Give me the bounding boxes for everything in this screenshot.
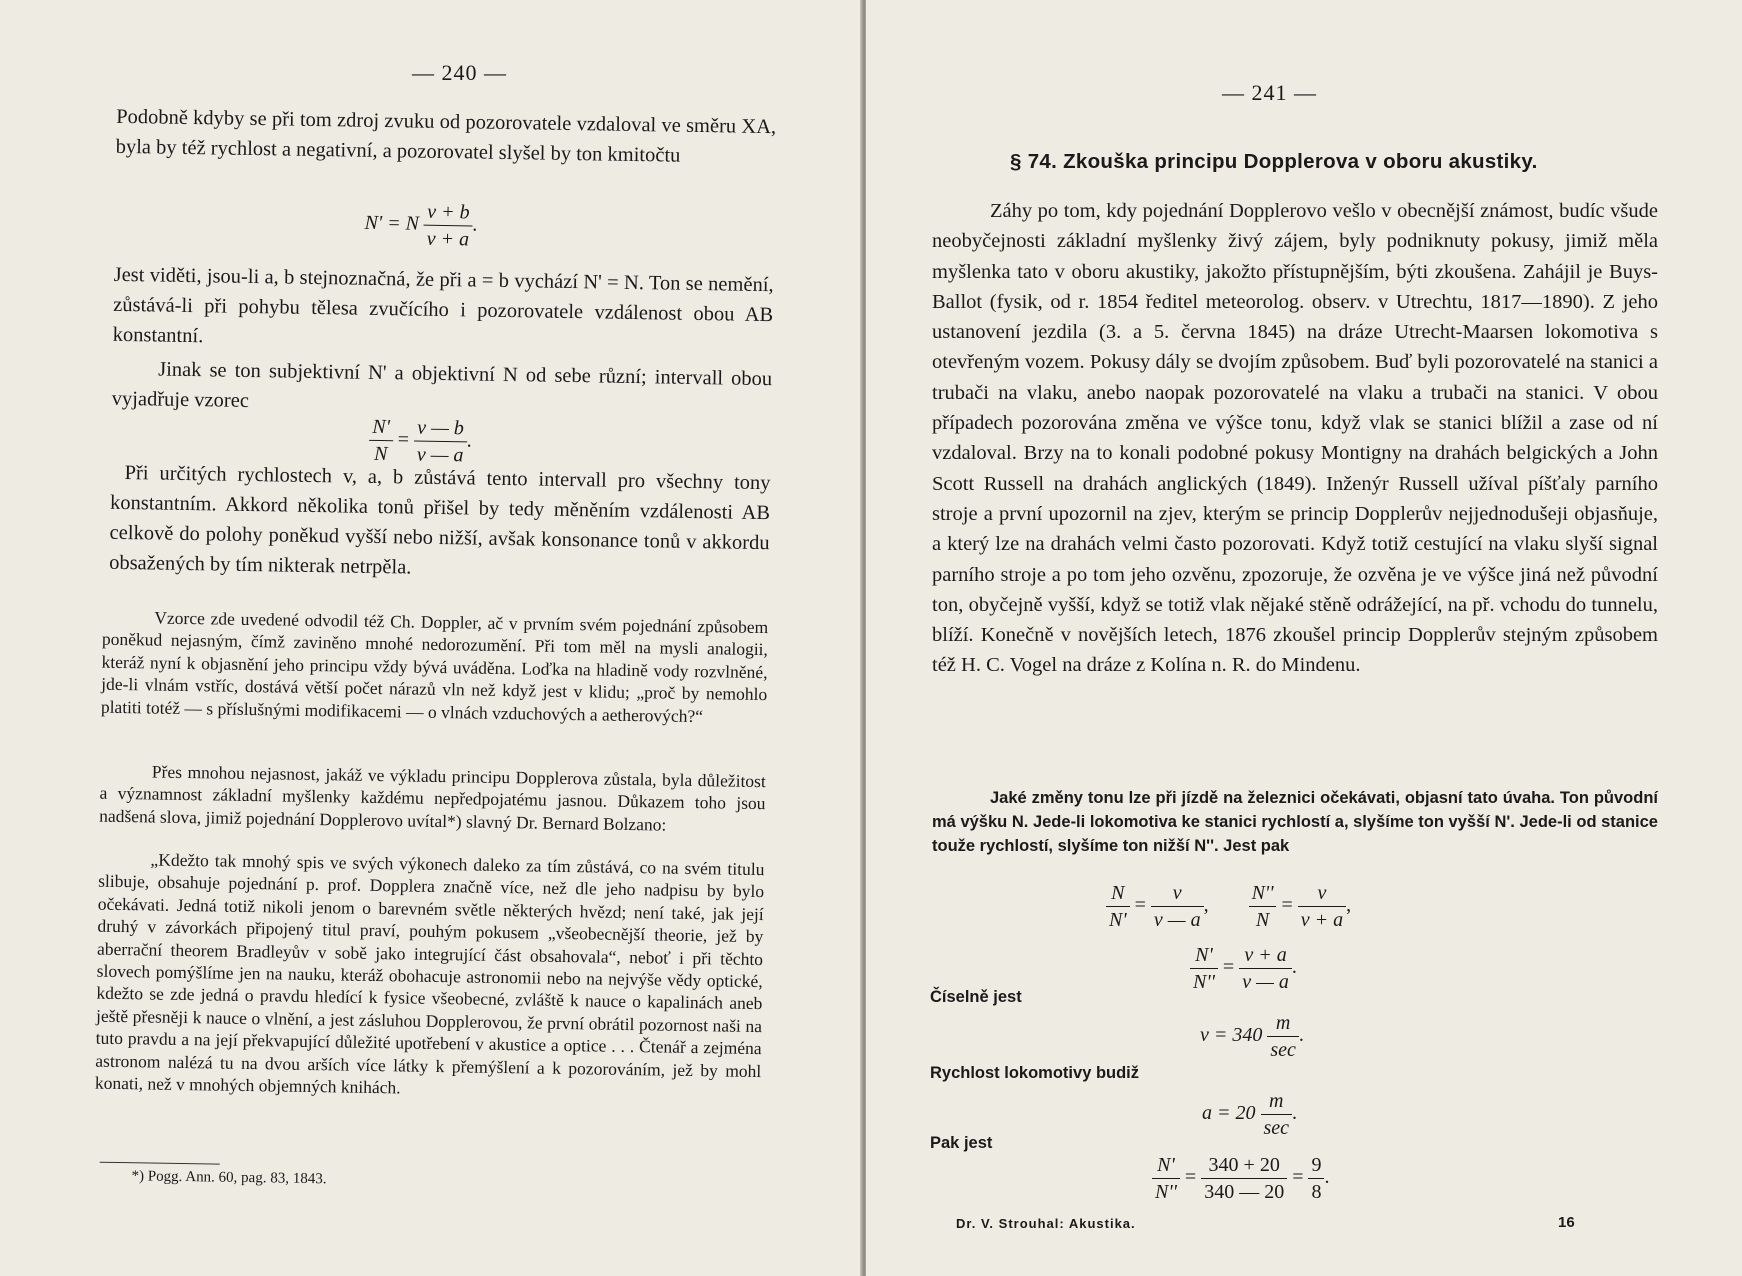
eq2-num2: v — b [417,416,465,440]
eqC-end: . [1298,1024,1304,1047]
eq1-numerator: v + b [427,200,470,224]
eqE-den1: N'' [1155,1181,1177,1203]
page-number-right: — 241 — [1222,80,1317,105]
label-pak: Pak jest [930,1134,993,1152]
equation-ratio-n: $\frac{N'}{N''}$ = $\frac{v + a}{v — a}$ . [1190,942,1297,995]
eqE-num3: 9 [1308,1152,1324,1179]
eqB-end: . [1291,956,1297,979]
eqA-num4: v [1317,882,1327,904]
eqB-num1: N' [1195,944,1213,966]
eqD-num: m [1269,1090,1284,1112]
eqE-den3: 8 [1311,1181,1322,1203]
left-page [0,0,862,1276]
eq2-den2: v — a [416,443,464,467]
equation-doppler-1 [364,198,478,253]
footnote: *) Pogg. Ann. 60, pag. 83, 1843. [131,1168,327,1188]
eq2-fraction-right [414,415,467,469]
eq1-lhs: N' = N [364,211,420,235]
eqA-num1: N [1111,882,1125,904]
left-small-paragraph-quote: „Kdežto tak mnohý spis ve svých výkonech daleko za tím zůstává, co na svém titulu slibuje, obsahuje pojednání p. prof. Dopplera značně více, než dle jeho nadpisu by bylo očekávati. Jedná totiž nikoli jenom o barevném světle některých hvězd; není také, jak její druhý v závorkách připojený titul praví, pouhým pokusem „všeobecnější theorie, jež by aberrační theorem Bradleyův v sobě jako integrující část obsahovala“, neboť i při těchto slovech pomýšlíme jen na nauku, kteráž obohacuje astronomii nebo na nejvýše vědy optické, kdežto se zde jedná o pravdu hledící k fysice všeobecné, zvláště k nauce o kapalinách aneb ještě přesněji k nauce o vlnění, a jest zásluhou Dopplerovou, že první obrátil pozornost naši na tuto pravdu a na její překvapující důležité upotřebení v akustice a optice . . . Čtenář a zejména astronom nalézá tu na dvou arších více látky k přemýšlení a k pozorováním, jež by mohl konati, než v mnohých objemných knihách. [94,849,765,1098]
right-paragraph-1: Záhy po tom, kdy pojednání Dopplerovo vešlo v obecnější známost, budíc všude neobyčejnosti základní myšlenky živý zájem, byly podniknuty pokusy, jimiž měla myšlenka tato v oboru akustiky, jakožto přístupnějším, býti zkoušena. Zahájil je Buys-Ballot (fysik, od r. 1854 ředitel meteorolog. observ. v Utrechtu, 1817—1890). Z jeho ustanovení jezdila (3. a 5. června 1845) na dráze Utrecht-Maarsen lokomotiva s otevřeným vozem. Pokusy dály se dvojím způsobem. Buď byli pozorovatelé na stanici a trubači na vlaku, anebo naopak pozorovatelé na vlaku a trubači na stanici. V obou případech pozorována změna ve výšce tonu, když vlak se stanici blížil a zase od ní vzdaloval. Brzy na to konali podobné pokusy Montigny na drahách belgických a John Scott Russell na drahách anglických (1849). Inženýr Russell užíval píšťaly parního stroje a první upozornil na zjev, kterým se princip Dopplerův nejjednodušeji objasňuje, a který lze na drahách velmi často pozorovati. Když totiž cestující na vlaku slyší signal parního stroje a po tom jeho ozvěnu, zpozoruje, že ozvěna je ve výšce jiná než původní ton, obyčejně vyšší, když se totiž vlak nějaké stěně odrážející, na př. vchodu do tunnelu, blíží. Konečně v novějších letech, 1876 zkoušel princip Dopplerův stejným způsobem též H. C. Vogel na dráze z Kolína n. R. do Mindenu. [932,200,1658,677]
eq2-equals: = [397,428,410,451]
eq2-fraction-left [369,414,393,467]
eq2-num1: N' [372,415,391,439]
left-paragraph-1: Podobně kdyby se při tom zdroj zvuku od pozorovatele vzdaloval ve směru XA, byla by též rychlost a negativní, a pozorovatel slyšel by ton kmitočtu [115,105,777,167]
equation-speed-of-sound [1200,1010,1304,1063]
eqA-end: , [1346,894,1352,917]
eq1-end: . [472,213,478,236]
left-page-content [0,0,862,1276]
eqB-num2: v + a [1244,944,1287,966]
page-number-left: — 240 — [412,60,507,85]
running-footer-author: Dr. V. Strouhal: Akustika. [956,1216,1136,1231]
eqB-den1: N'' [1193,971,1215,993]
eqA-den4: v + a [1300,909,1344,931]
eq1-fraction [424,199,473,253]
equation-locomotive-speed [1202,1088,1297,1141]
eqE-den2: 340 — 20 [1204,1181,1285,1203]
eq2-den1: N [373,442,388,466]
eqC-den: sec [1270,1039,1296,1061]
left-paragraph-4: Při určitých rychlostech v, a, b zůstává tento intervall pro všechny tony konstantním. Akkord několika tonů přišel by tedy měněním vzdálenosti AB celkově do polohy poněkud vyšší nebo nižší, avšak konsonance tonů v akkordu obsažených by tím nikterak netrpěla. [109,462,771,579]
eqA-den3: N [1255,909,1270,931]
eqB-den2: v — a [1242,971,1289,993]
equation-result: $\frac{N'}{N''}$ = $\frac{340 + 20}{340 — 20}$ = $\frac{9}{8}$ . [1152,1152,1329,1205]
eqE-end: . [1324,1166,1330,1189]
left-paragraph-3: Jinak se ton subjektivní N' a objektivní N od sebe různí; intervall obou vyjadřuje vzorec [111,358,773,412]
eqA-num3: N'' [1251,882,1274,904]
label-ciselne: Číselně jest [930,988,1022,1006]
eqD-den: sec [1263,1117,1290,1139]
signature-number: 16 [1558,1214,1575,1231]
eqE-num1: N' [1157,1154,1175,1176]
eqD-end: . [1292,1102,1298,1125]
equation-frequency-ratios: $\frac{N}{N'}$ = $\frac{v}{v — a}$ , $\frac{N''}{N}$ = $\frac{v}{v + a}$ , [1106,880,1351,933]
eqA-num2: v [1172,882,1182,904]
eqA-den2: v — a [1153,909,1201,931]
eqA-den1: N' [1109,909,1127,931]
left-paragraph-2: Jest viděti, jsou-li a, b stejnoznačná, že při a = b vychází N' = N. Ton se nemění, zůstává-li při pohybu tělesa zvučícího i pozorovatele vzdálenost obou AB konstantní. [112,263,774,348]
eqE-num2: 340 + 20 [1201,1152,1287,1179]
footnote-rule [100,1162,220,1165]
left-small-paragraph-1: Vzorce zde uvedené odvodil též Ch. Doppler, ač v prvním svém pojednání způsobem poněkud nejasným, čímž zaviněno mnohé nedorozumění. Při tom měl na mysli analogii, kteráž nyní k objasnění jeho principu vždy bývá uváděna. Loďka na hladině vody rozvlněné, jde-li vlnám vstříc, dostává větší počet nárazů vln než když jest v klidu; „proč by nemohlo platiti totéž — s příslušnými modifikacemi — o vlnách vzduchových a aetherových?“ [100,607,769,726]
right-page [866,0,1742,1276]
left-small-paragraph-2: Přes mnohou nejasnost, jakáž ve výkladu principu Dopplerova zůstala, byla důležitost a významnost základní myšlenky každému nepředpojatému jasnou. Důkazem toho jsou nadšená slova, jimiž pojednání Dopplerovo uvítal*) slavný Dr. Bernard Bolzano: [99,761,766,835]
eq1-denominator: v + a [426,227,470,251]
eqA-sep: , [1203,894,1209,917]
eqC-lhs: v = 340 [1200,1024,1263,1047]
label-rychlost: Rychlost lokomotivy budiž [930,1064,1140,1082]
problem-paragraph: Jaké změny tonu lze při jízdě na železnici očekávati, objasní tato úvaha. Ton původní má výšku N. Jede-li lokomotiva ke stanici rychlostí a, slyšíme ton vyšší N'. Jede-li od stanice touže rychlostí, slyšíme ton nižší N''. Jest pak [932,789,1658,855]
eqC-num: m [1275,1012,1291,1034]
equation-interval [369,414,472,469]
eq2-end: . [466,429,472,452]
section-heading: § 74. Zkouška principu Dopplerova v oboru akustiky. [1010,150,1538,173]
eqD-lhs: a = 20 [1202,1102,1256,1125]
